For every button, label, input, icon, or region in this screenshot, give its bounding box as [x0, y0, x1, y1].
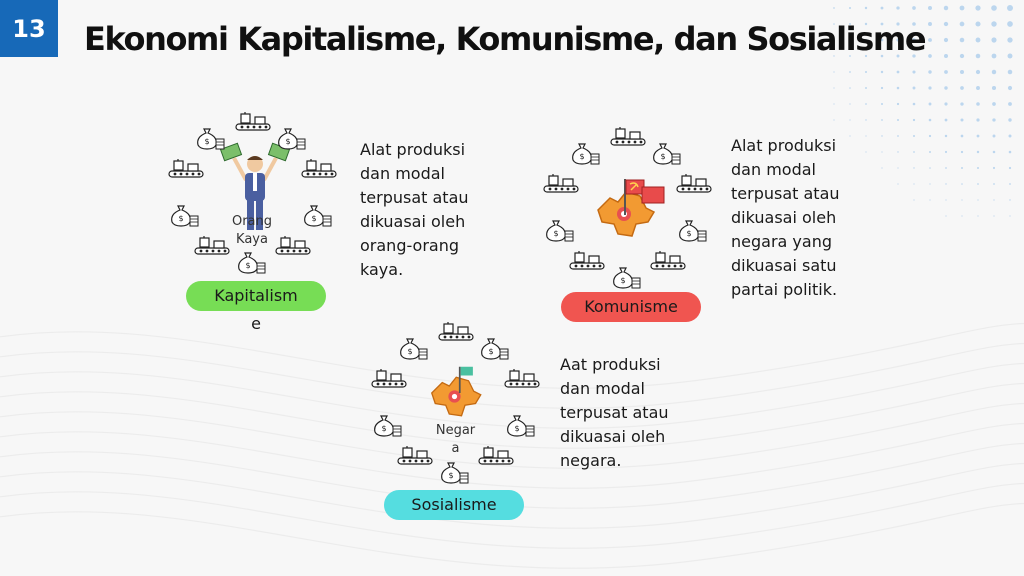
money-bag-icon	[397, 335, 433, 361]
factory-icon	[543, 174, 579, 200]
money-bag-icon	[543, 217, 579, 243]
factory-icon	[371, 369, 407, 395]
decorative-dot	[944, 86, 947, 89]
svg-text:$: $	[579, 152, 585, 162]
decorative-dot	[960, 70, 964, 74]
decorative-dot	[1009, 215, 1010, 216]
decorative-dot	[945, 215, 946, 216]
sosialisme-diagram	[368, 320, 543, 485]
decorative-dot	[912, 70, 915, 73]
factory-icon	[610, 127, 646, 153]
decorative-dot	[897, 103, 899, 105]
money-bag-icon	[235, 249, 271, 275]
decorative-dot	[976, 102, 980, 106]
decorative-dot	[881, 151, 882, 152]
decorative-dot	[961, 135, 964, 138]
svg-text:$: $	[178, 213, 184, 223]
factory-icon	[650, 251, 686, 277]
page-title: Ekonomi Kapitalisme, Komunisme, dan Sosialisme	[84, 20, 926, 58]
decorative-dot	[897, 183, 898, 184]
decorative-dot	[976, 118, 979, 121]
factory-icon	[301, 159, 337, 185]
money-bag-icon	[194, 125, 230, 151]
komunisme-label: Komunisme	[561, 292, 701, 322]
decorative-dot	[928, 6, 932, 10]
svg-text:$: $	[514, 423, 520, 433]
decorative-dot	[1008, 54, 1013, 59]
svg-text:$: $	[686, 228, 692, 238]
decorative-dot	[961, 151, 963, 153]
decorative-dot	[961, 199, 962, 200]
svg-text:$: $	[447, 471, 454, 480]
svg-text:$: $	[381, 423, 387, 433]
decorative-dot	[865, 119, 866, 120]
decorative-dot	[1008, 70, 1013, 75]
decorative-dot	[961, 215, 962, 216]
decorative-dot	[960, 102, 963, 105]
decorative-dot	[1009, 135, 1012, 138]
decorative-dot	[975, 5, 980, 10]
decorative-dot	[912, 6, 916, 10]
decorative-dot	[849, 103, 850, 104]
sosialisme-center-label: Negar a	[435, 423, 476, 456]
decorative-dot	[944, 70, 948, 74]
decorative-dot	[960, 86, 964, 90]
decorative-dot	[1008, 86, 1012, 90]
svg-text:$: $	[311, 213, 317, 223]
decorative-dot	[992, 118, 995, 121]
decorative-dot	[991, 21, 996, 26]
decorative-dot	[992, 54, 997, 59]
decorative-dot	[849, 87, 851, 89]
factory-icon	[438, 322, 474, 348]
decorative-dot	[881, 167, 882, 168]
decorative-dot	[913, 103, 916, 106]
decorative-dot	[991, 5, 997, 11]
money-bag-icon	[650, 140, 686, 166]
decorative-dot	[929, 135, 931, 137]
decorative-dot	[881, 71, 883, 73]
decorative-dot	[993, 215, 994, 216]
decorative-dot	[896, 6, 899, 9]
decorative-dot	[929, 151, 931, 153]
decorative-dot	[992, 86, 996, 90]
factory-icon	[168, 159, 204, 185]
decorative-dot	[977, 151, 979, 153]
money-bag-icon	[438, 459, 474, 485]
decorative-dot	[960, 118, 963, 121]
decorative-dot	[944, 102, 947, 105]
decorative-dot	[913, 135, 915, 137]
decorative-dot	[928, 70, 931, 73]
komunisme-diagram	[540, 125, 715, 290]
decorative-dot	[849, 71, 851, 73]
sosialisme-label: Sosialisme	[384, 490, 524, 520]
svg-text:$: $	[285, 137, 291, 147]
decorative-dot	[865, 103, 867, 105]
decorative-dot	[1009, 151, 1012, 154]
factory-icon	[397, 446, 433, 472]
decorative-dot	[897, 87, 900, 90]
decorative-dot	[960, 6, 965, 11]
decorative-dot	[944, 6, 948, 10]
flag-map-icon	[423, 358, 493, 428]
decorative-dot	[881, 7, 884, 10]
decorative-dot	[897, 151, 898, 152]
decorative-dot	[993, 167, 995, 169]
money-bag-icon	[478, 335, 514, 361]
decorative-dot	[1007, 21, 1013, 27]
factory-icon	[569, 251, 605, 277]
decorative-dot	[993, 199, 994, 200]
decorative-dot	[897, 135, 899, 137]
decorative-dot	[913, 87, 916, 90]
decorative-dot	[993, 135, 996, 138]
decorative-dot	[992, 70, 996, 74]
decorative-dot	[913, 151, 915, 153]
decorative-dot	[897, 167, 898, 168]
decorative-dot	[1009, 167, 1011, 169]
sosialisme-description: Aat produksi dan modal terpusat atau dikuasai oleh negara.	[560, 355, 669, 470]
svg-text:$: $	[619, 276, 626, 285]
money-bag-icon	[676, 217, 712, 243]
decorative-dot	[865, 71, 867, 73]
svg-text:$: $	[244, 261, 251, 270]
money-bag-icon	[504, 412, 540, 438]
decorative-dot	[977, 167, 979, 169]
factory-icon	[478, 446, 514, 472]
slide-number: 13	[0, 0, 58, 57]
kapitalisme-center-label: Orang Kaya	[231, 214, 273, 247]
decorative-dot	[1008, 102, 1012, 106]
factory-icon	[275, 236, 311, 262]
decorative-dot	[913, 119, 915, 121]
decorative-dot	[897, 71, 900, 74]
decorative-dot	[913, 167, 914, 168]
decorative-dot	[833, 87, 834, 88]
decorative-dot	[961, 183, 963, 185]
decorative-dot	[1008, 118, 1011, 121]
decorative-dot	[976, 86, 980, 90]
komunisme-description: Alat produksi dan modal terpusat atau dikuasai oleh negara yang dikuasai satu partai politik.	[731, 136, 840, 299]
factory-icon	[504, 369, 540, 395]
decorative-dot	[881, 135, 882, 136]
decorative-dot	[929, 103, 932, 106]
decorative-dot	[977, 199, 978, 200]
money-bag-icon	[301, 202, 337, 228]
kapitalisme-diagram	[165, 110, 340, 275]
decorative-dot	[833, 103, 834, 104]
decorative-dot	[928, 86, 931, 89]
decorative-dot	[945, 119, 948, 122]
decorative-dot	[929, 167, 931, 169]
decorative-dot	[993, 151, 996, 154]
decorative-dot	[945, 135, 947, 137]
decorative-dot	[1009, 199, 1010, 200]
decorative-dot	[881, 87, 883, 89]
svg-text:$: $	[407, 347, 413, 357]
decorative-dot	[897, 119, 899, 121]
decorative-dot	[913, 183, 914, 184]
decorative-dot	[991, 37, 996, 42]
money-bag-icon	[569, 140, 605, 166]
kapitalisme-description: Alat produksi dan modal terpusat atau dikuasai oleh orang-orang kaya.	[360, 140, 469, 279]
decorative-dot	[993, 183, 995, 185]
decorative-dot	[833, 119, 834, 120]
decorative-dot	[865, 87, 867, 89]
decorative-dot	[929, 183, 930, 184]
decorative-dot	[945, 151, 947, 153]
decorative-dot	[913, 199, 914, 200]
decorative-dot	[977, 215, 978, 216]
svg-text:$: $	[488, 347, 494, 357]
decorative-dot	[865, 7, 867, 9]
decorative-dot	[833, 7, 835, 9]
decorative-dot	[1007, 5, 1013, 11]
factory-icon	[235, 112, 271, 138]
decorative-dot	[945, 183, 946, 184]
decorative-dot	[992, 102, 996, 106]
svg-text:$: $	[204, 137, 210, 147]
decorative-dot	[976, 70, 980, 74]
hammer-sickle-flag-icon	[622, 177, 666, 217]
decorative-dot	[849, 7, 851, 9]
decorative-dot	[945, 199, 946, 200]
decorative-dot	[1009, 183, 1011, 185]
money-bag-icon	[168, 202, 204, 228]
svg-text:$: $	[660, 152, 666, 162]
decorative-dot	[929, 119, 932, 122]
decorative-dot	[929, 199, 930, 200]
kapitalisme-label: Kapitalism e	[186, 281, 326, 311]
decorative-dot	[849, 119, 850, 120]
money-bag-icon	[275, 125, 311, 151]
svg-text:$: $	[553, 228, 559, 238]
decorative-dot	[977, 135, 980, 138]
factory-icon	[194, 236, 230, 262]
decorative-dot	[961, 167, 963, 169]
decorative-dot	[1007, 37, 1012, 42]
decorative-dot	[881, 103, 883, 105]
decorative-dot	[881, 119, 883, 121]
factory-icon	[676, 174, 712, 200]
decorative-dot	[833, 71, 834, 72]
decorative-dot	[977, 183, 979, 185]
money-bag-icon	[371, 412, 407, 438]
decorative-dot	[945, 167, 947, 169]
money-bag-icon	[610, 264, 646, 290]
